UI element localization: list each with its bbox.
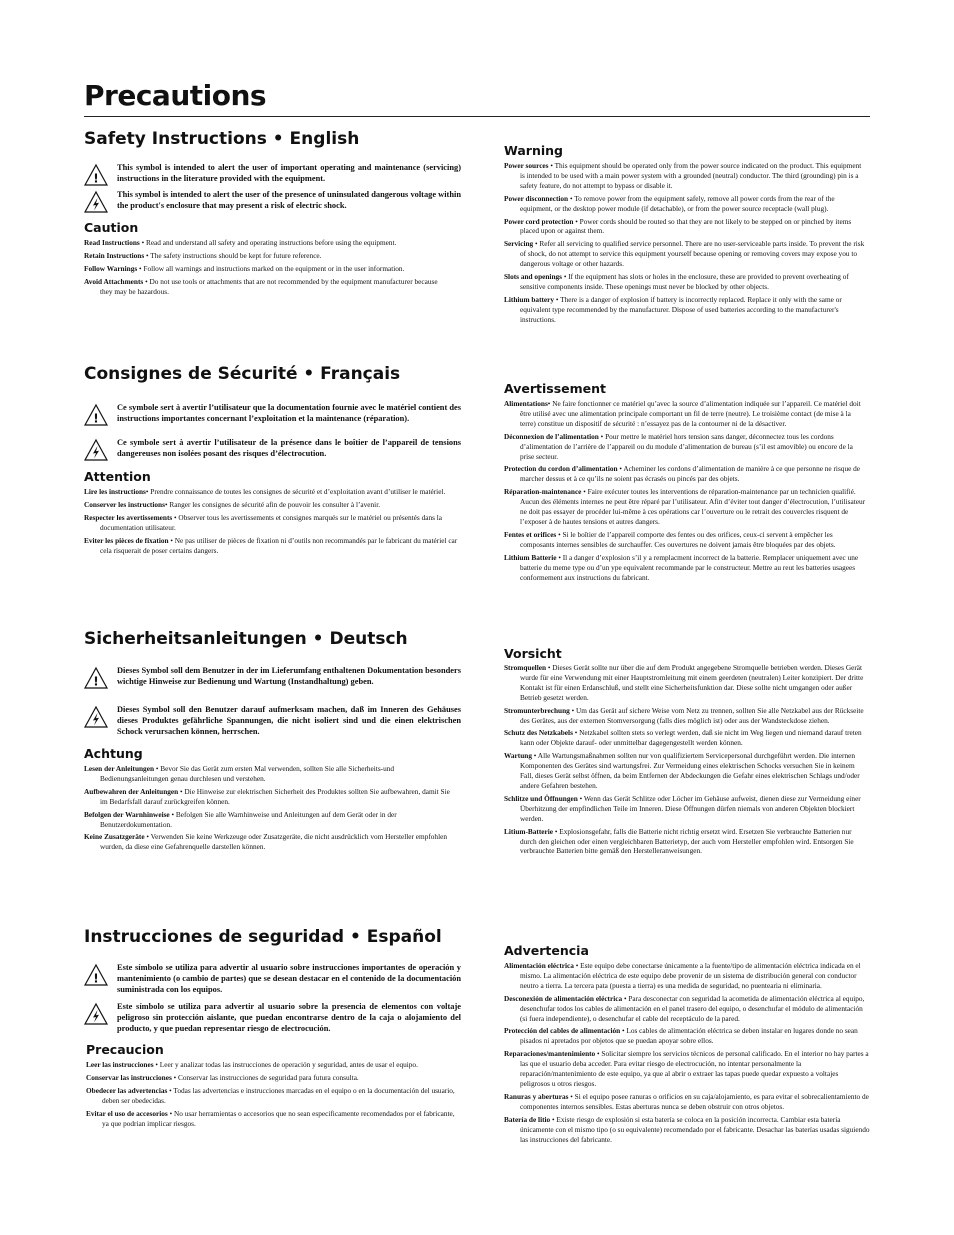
svg-text:!: ! <box>93 674 99 689</box>
francais-symbol-row-2 <box>84 438 461 462</box>
list-item: Respecter les avertissements • Observer tous les avertissements et consignes marqués sur le matériel ou présentés dans la documentation utilisateur. <box>84 512 443 532</box>
english-warning-list <box>504 161 866 328</box>
deutsch-symbol-row-2 <box>84 705 461 737</box>
list-item: Avoid Attachments • Do not use tools or attachments that are not recommended by the equipment manufacturer because they may be hazardous. <box>84 276 438 296</box>
english-caution-list <box>84 238 444 300</box>
section-title-francais: Consignes de Sécurité • Français <box>84 364 401 384</box>
list-item: Read Instructions • Read and understand all safety and operating instructions before using the equipment. <box>84 238 397 247</box>
list-item: Stromquellen • Dieses Gerät sollte nur über die auf dem Produkt angegebene Stromquelle betrieben werden. Dieses Gerät wurde für eine Verwendung mit einer Hauptstromleitung mit einem geerdeten (neutralen) Leiter konzipiert. Der dritte Kontakt ist für einen Erdanschluß, und stellt eine Sicherheitsfunktion dar. Diese sollte nicht umgangen oder außer Betrieb gesetzt werden. <box>504 663 864 702</box>
list-item: Evitar el uso de accesorios • No usar herramientas o accesorios que no sean especificamente recomendados por el fabricante, ya que podrian implicar riesgos. <box>86 1108 455 1128</box>
list-item: Batería de litio • Existe riesgo de explosión si esta batería se coloca en la posición incorrecta. Cambiar esta batería únicamente con el mismo tipo (o su equivalente) recomendado por el fabricante. Desachar las baterías usadas siguiendo las instrucciones del fabricante. <box>504 1114 870 1144</box>
list-item: Retain Instructions • The safety instructions should be kept for future reference. <box>84 250 322 260</box>
deutsch-warning-list <box>504 663 866 859</box>
list-item: Protection du cordon d’alimentation • Acheminer les cordons d’alimentation de manière à ce que personne ne risque de marcher dessus et à ce qu’ils ne soient pas écrasés ou pincés par des objets. <box>504 464 861 484</box>
espanol-symbol-2-text: Este símbolo se utiliza para advertir al usuario sobre la presencia de elementos con voltaje peligroso sin protección aislante, que puedan encontrarse dentro de la caja o alojamiento del producto, y que puedan representar riesgo de electrocución. <box>117 1002 461 1033</box>
svg-text:!: ! <box>93 171 99 186</box>
list-item: Keine Zusatzgeräte • Verwenden Sie keine Werkzeuge oder Zusatzgeräte, die nicht ausdrücklich vom Hersteller empfohlen wurden, da diese eine Gefahrenquelle darstellen können. <box>84 832 447 852</box>
deutsch-symbol-row-1 <box>84 666 461 690</box>
english-warning-heading: Warning <box>504 143 563 158</box>
deutsch-symbol-1-text: Dieses Symbol soll dem Benutzer in der im Lieferumfang enthaltenen Dokumentation besonders wichtige Hinweise zur Bedienung und Wartung (Instandhaltung) geben. <box>117 666 461 686</box>
page-title: Precautions <box>84 76 870 117</box>
list-item: Lire les instructions• Prendre connaissance de toutes les consignes de sécurité et d’exploitation avant d’utiliser le matériel. <box>84 487 446 496</box>
english-symbol-1-text: This symbol is intended to alert the user of important operating and maintenance (servicing) instructions in the literature provided with the equipment. <box>117 163 461 183</box>
deutsch-caution-list <box>84 764 454 855</box>
francais-caution-heading: Attention <box>84 469 151 484</box>
list-item: Power sources • This equipment should be operated only from the power source indicated on the product. This equipment is intended to be used with a main power system with a grounded (neutral) conductor. The third (grounding) pin is a safety feature, do not attempt to bypass or disable it. <box>504 161 862 190</box>
list-item: Power disconnection • To remove power from the equipment safely, remove all power cords from the rear of the equipment, or the desktop power module (if detachable), or from the power source receptacle (wall plug). <box>504 193 835 213</box>
francais-warning-heading: Avertissement <box>504 381 607 396</box>
english-symbol-row-1 <box>84 163 461 187</box>
espanol-warning-list <box>504 961 870 1147</box>
english-symbol-2-text: This symbol is intended to alert the user of the presence of uninsulated dangerous voltage within the product's enclosure that may present a risk of electric shock. <box>117 190 461 210</box>
list-item: Conservar las instrucciones • Conservar las instrucciones de seguridad para futura consulta. <box>86 1072 359 1082</box>
francais-warning-list <box>504 399 866 585</box>
section-title-english: Safety Instructions • English <box>84 129 360 149</box>
warning-triangle-icon <box>84 666 108 690</box>
warning-triangle-icon <box>84 163 108 187</box>
warning-triangle-icon <box>84 403 108 427</box>
list-item: Stromunterbrechung • Um das Gerät auf sichere Weise vom Netz zu trennen, sollten Sie alle Netzkabel aus der Rückseite des Gerätes, aus der externen Stomversorgung (falls dies möglich ist) oder aus der Wandsteckdose ziehen. <box>504 705 864 725</box>
list-item: Aufbewahren der Anleitungen • Die Hinweise zur elektrischen Sicherheit des Produktes sollten Sie aufbewahren, damit Sie im Bedarfsfall darauf zurückgreifen können. <box>84 786 450 806</box>
list-item: Protección del cables de alimentación • Los cables de alimentación eléctrica se deben instalar en lugares donde no sean pisados ni apretados por objetos que se puedan apoyar sobre ellos. <box>504 1026 858 1046</box>
espanol-caution-list <box>86 1060 456 1131</box>
francais-caution-list <box>84 487 461 558</box>
deutsch-warning-heading: Vorsicht <box>504 646 562 661</box>
english-symbol-row-2 <box>84 190 461 214</box>
list-item: Ranuras y aberturas • Si el equipo posee ranuras o orificios en su caja/alojamiento, es para evitar el sobrecalientamiento de componentes internos sensibles. Estas aberturas nunca se deben obstruir con otros objetos. <box>504 1091 869 1111</box>
espanol-symbol-row-1 <box>84 963 461 995</box>
list-item: Eviter les pièces de fixation • Ne pas utiliser de pièces de fixation ni d’outils non recommandés par le fabricant du matériel car cela risquerait de poser certains dangers. <box>84 535 458 555</box>
electric-shock-icon <box>84 1002 108 1026</box>
francais-symbol-1-text: Ce symbole sert à avertir l’utilisateur que la documentation fournie avec le matériel contient des instructions importantes concernant l’exploitation et la maintenance (réparation). <box>117 403 461 423</box>
list-item: Schlitze und Öffnungen • Wenn das Gerät Schlitze oder Löcher im Gehäuse aufweist, dienen diese zur Vermeidung einer Überhitzung der empfindlichen Teile im Inneren. Diese Öffnungen dürfen niemals von anderen Objekten blockiert werden. <box>504 793 861 823</box>
section-title-espanol: Instrucciones de seguridad • Español <box>84 927 442 947</box>
list-item: Reparaciones/mantenimiento • Solicitar siempre los servicios técnicos de personal calificado. En el interior no hay partes a las que el usuario deba acceder. Para evitar riesgo de electrocución, no intentar personalmente la reparación/mantenimiento de este equipo, ya que al abrir o extraer las tapas puede quedar expuesto a voltajes peligrosos u otros riesgos. <box>504 1049 869 1088</box>
list-item: Servicing • Refer all servicing to qualified service personnel. There are no user-serviceable parts inside. To prevent the risk of shock, do not attempt to service this equipment yourself because opening or removing covers may expose you to dangerous voltage or other hazards. <box>504 239 865 269</box>
list-item: Desconexión de alimentación eléctrica • Para desconectar con seguridad la acometida de alimentación eléctrica al equipo, desenchufar todos los cables de alimentación en el panel trasero del equipo, o desenchufar el módulo de alimentación (si fuera independiente), o desenchufar el cable del receptáculo de la pared. <box>504 993 865 1023</box>
svg-text:!: ! <box>93 411 99 426</box>
list-item: Déconnexion de l’alimentation • Pour mettre le matériel hors tension sans danger, déconnectez tous les cordons d’alimentation de l’arrière de l’appareil ou du module d’alimentation de bureau (s’il est amovible) ou encore de la prise secteur. <box>504 431 853 461</box>
francais-symbol-2-text: Ce symbole sert à avertir l’utilisateur de la présence dans le boîtier de l’appareil de tensions dangereuses non isolées posant des risques d’électrocution. <box>117 438 461 458</box>
list-item: Lithium battery • There is a danger of explosion if battery is incorrectly replaced. Replace it only with the same or equivalent type recommended by the manufacturer. Dispose of used batteries according to the manufacturer's instructions. <box>504 294 842 324</box>
list-item: Lesen der Anleitungen • Bevor Sie das Gerät zum ersten Mal verwenden, sollten Sie alle Sicherheits-und Bedienungsanleitungen genau durchlesen und verstehen. <box>84 764 395 783</box>
list-item: Obedecer las advertencias • Todas las advertencias e instrucciones marcadas en el equipo o en la documentación del usuario, deben ser obedecidas. <box>86 1085 455 1105</box>
section-title-deutsch: Sicherheitsanleitungen • Deutsch <box>84 629 408 649</box>
list-item: Leer las instrucciones • Leer y analizar todas las instrucciones de operación y seguridad, antes de usar el equipo. <box>86 1060 418 1069</box>
electric-shock-icon <box>84 705 108 729</box>
list-item: Réparation-maintenance • Faire exécuter toutes les interventions de réparation-maintenance par un technicien qualifié. Aucun des éléments internes ne peut être réparé par l’utilisateur. Afin d’éviter tout danger d’électrocution, l’utilisateur ne doit pas essayer de procéder lui-même à ces opérations car l’ouverture ou le retrait des couvercles risquent de l’exposer à de hautes tensions et autres dangers. <box>504 487 866 526</box>
deutsch-symbol-2-text: Dieses Symbol soll den Benutzer darauf aufmerksam machen, daß im Inneren des Gehäuses dieses Produktes gefährliche Spannungen, die nicht isoliert sind und die einen elektrischen Schock verursachen können, herrschen. <box>117 705 461 736</box>
list-item: Fentes et orifices • Si le boîtier de l’appareil comporte des fentes ou des orifices, ceux-ci servent à empêcher les composants internes sensibles de surchauffer. Ces ouvertures ne doivent jamais être bloquées par des objets. <box>504 529 836 549</box>
francais-symbol-row-1 <box>84 403 461 427</box>
list-item: Lithium Batterie • Il a danger d’explosion s’il y a remplacment incorrect de la batterie. Remplacer uniquement avec une batterie du meme type ou d’un ype equivalent recommande par le constructeur. Mettre au reut les batteries usagees conformement aux instructions du fabricant. <box>504 552 859 582</box>
list-item: Alimentations• Ne faire fonctionner ce matériel qu’avec la source d’alimentation indiquée sur l’appareil. Ce matériel doit être utilisé avec une alimentation principale comportant un fil de terre (neutre). Le troisième contact (de mise à la terre) constitue un dispositif de sécurité : n’essayez pas de la contourner ni de la désactiver. <box>504 399 861 428</box>
list-item: Wartung • Alle Wartungsmaßnahmen sollten nur von qualifiziertem Servicepersonal durchgeführt werden. Die internen Komponenten des Gerätes sind wartungsfrei. Zur Vermeidung eines elektrischen Schocks versuchen Sie in keinem Fall, dieses Gerät selbst öffnen, da beim Entfernen der Abdeckungen die Gefahr eines elektrischen Schlags und/oder andere Gefahren bestehen. <box>504 751 860 790</box>
list-item: Power cord protection • Power cords should be routed so that they are not likely to be stepped on or pinched by items placed upon or against them. <box>504 216 852 236</box>
espanol-caution-heading: Precaucion <box>86 1042 164 1057</box>
list-item: Litium-Batterie • Explosionsgefahr, falls die Batterie nicht richtig ersetzt wird. Ersetzen Sie verbrauchte Batterien nur durch den gleichen oder einen vergleichbaren Batterietyp, der auch vom Hersteller empfohlen wird. Entsorgen Sie verbrauchte Batterien bitte gemäß den Herstelleranweisungen. <box>504 826 854 856</box>
espanol-symbol-row-2 <box>84 1002 461 1034</box>
list-item: Befolgen der Warnhinweise • Befolgen Sie alle Warnhinweise und Anleitungen auf dem Gerät oder in der Benutzerdokumentation. <box>84 809 397 829</box>
electric-shock-icon <box>84 190 108 214</box>
english-caution-heading: Caution <box>84 220 139 235</box>
list-item: Alimentación eléctrica • Este equipo debe conectarse únicamente a la fuente/tipo de alimentación eléctrica indicada en el mismo. La alimentación eléctrica de este equipo debe provenir de un sistema de distribución general con conductor neutro a tierra. La tercera pata (puesta a tierra) es una medida de seguridad, no puentearia ni eliminaria. <box>504 961 861 990</box>
list-item: Follow Warnings • Follow all warnings and instructions marked on the equipment or in the user information. <box>84 263 405 273</box>
espanol-warning-heading: Advertencia <box>504 943 589 958</box>
list-item: Schutz des Netzkabels • Netzkabel sollten stets so verlegt werden, daß sie nicht im Weg liegen und niemand darauf treten kann oder Objekte darauf- oder unmittelbar dagegengestellt werden können. <box>504 728 862 748</box>
svg-text:!: ! <box>93 971 99 986</box>
warning-triangle-icon <box>84 963 108 987</box>
espanol-symbol-1-text: Este símbolo se utiliza para advertir al usuario sobre instrucciones importantes de operación y mantenimiento (o cambio de partes) que se desean destacar en el contenido de la documentación suministrada con los equipos. <box>117 963 461 994</box>
list-item: Conserver les instructions• Ranger les consignes de sécurité afin de pouvoir les consulter à l’avenir. <box>84 499 381 509</box>
deutsch-caution-heading: Achtung <box>84 746 143 761</box>
electric-shock-icon <box>84 438 108 462</box>
list-item: Slots and openings • If the equipment has slots or holes in the enclosure, these are provided to prevent overheating of sensitive components inside. These openings must never be blocked by other objects. <box>504 272 849 291</box>
